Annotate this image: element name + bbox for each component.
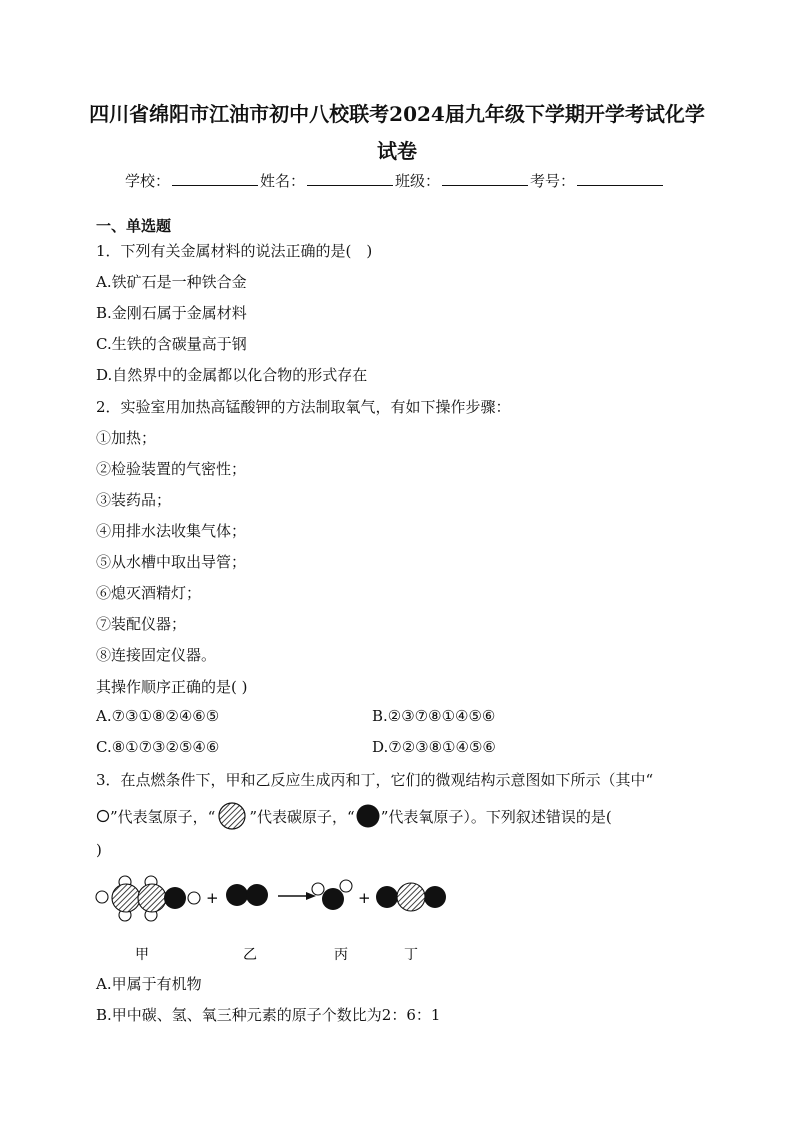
school-blank[interactable] [172,171,258,186]
molecule-yi [226,884,268,906]
q2-step-1: ①加热； [96,429,157,447]
q2-question: 其操作顺序正确的是( ) [96,678,248,696]
oxygen-atom-icon [355,803,381,833]
q3-legend-h-text: ”代表氢原子，“ [110,808,216,826]
q3-legend-line [96,801,612,835]
q1-stem: 1．下列有关金属材料的说法正确的是( ) [96,242,373,260]
reaction-arrow-icon [278,892,316,900]
number-blank[interactable] [577,171,663,186]
section-heading: 一、单选题 [96,217,172,235]
q2-step-2: ②检验装置的气密性； [96,460,247,478]
q1-option-c[interactable]: C.生铁的含碳量高于钢 [96,335,247,353]
number-label: 考号： [530,172,576,190]
label-bing: 丙 [334,947,348,963]
q2-step-6: ⑥熄灭酒精灯； [96,584,202,602]
q3-legend-o-text: ”代表氧原子）。下列叙述错误的是( [380,808,612,826]
hydrogen-atom-icon [96,809,110,827]
c-atom [397,883,425,911]
label-jia: 甲 [135,947,149,963]
q2-step-8: ⑧连接固定仪器。 [96,646,217,664]
q2-step-3: ③装药品； [96,491,172,509]
carbon-atom-icon [215,801,249,835]
c-atom [112,884,140,912]
q3-option-a[interactable]: A.甲属于有机物 [96,975,202,993]
name-blank[interactable] [307,171,393,186]
class-blank[interactable] [442,171,528,186]
q3-legend-c-text: ”代表碳原子，“ [249,808,355,826]
student-info-row [125,170,665,191]
h-atom [96,891,108,903]
molecule-ding [376,883,446,911]
exam-title-line1: 四川省绵阳市江油市初中八校联考2024届九年级下学期开学考试化学 [89,102,705,126]
q1-option-b[interactable]: B.金刚石属于金属材料 [96,304,247,322]
label-yi: 乙 [243,947,257,963]
plus-sign-1: + [206,889,219,907]
h-atom [312,883,324,895]
o-atom [322,888,344,910]
q3-stem-line1: 3．在点燃条件下，甲和乙反应生成丙和丁，它们的微观结构示意图如下所示（其中“ [96,771,654,789]
name-label: 姓名： [260,172,306,190]
q2-option-c[interactable]: C.⑧①⑦③②⑤④⑥ [96,738,220,756]
q2-option-d[interactable]: D.⑦②③⑧①④⑤⑥ [372,738,496,756]
o-atom [246,884,268,906]
q2-step-5: ⑤从水槽中取出导管； [96,553,247,571]
q3-stem-end: ) [96,841,102,859]
q2-step-7: ⑦装配仪器； [96,615,187,633]
label-ding: 丁 [404,947,418,963]
h-atom [340,880,352,892]
c-atom [138,884,166,912]
q1-option-d[interactable]: D.自然界中的金属都以化合物的形式存在 [96,366,368,384]
o-atom [164,887,186,909]
q2-option-a[interactable]: A.⑦③①⑧②④⑥⑤ [96,707,220,725]
molecule-jia [96,876,200,921]
o-atom [424,886,446,908]
o-atom [226,884,248,906]
q3-option-b[interactable]: B.甲中碳、氢、氧三种元素的原子个数比为2：6：1 [96,1006,441,1024]
q2-step-4: ④用排水法收集气体； [96,522,247,540]
plus-sign-2: + [358,889,371,907]
q2-stem: 2．实验室用加热高锰酸钾的方法制取氧气，有如下操作步骤： [96,398,511,416]
reaction-diagram [90,870,460,970]
class-label: 班级： [395,172,441,190]
molecule-bing [312,880,352,910]
q2-option-b[interactable]: B.②③⑦⑧①④⑤⑥ [372,707,496,725]
school-label: 学校： [125,172,171,190]
q1-option-a[interactable]: A.铁矿石是一种铁合金 [96,273,247,291]
o-atom [376,886,398,908]
exam-title-line2: 试卷 [377,139,417,163]
h-atom [188,892,200,904]
